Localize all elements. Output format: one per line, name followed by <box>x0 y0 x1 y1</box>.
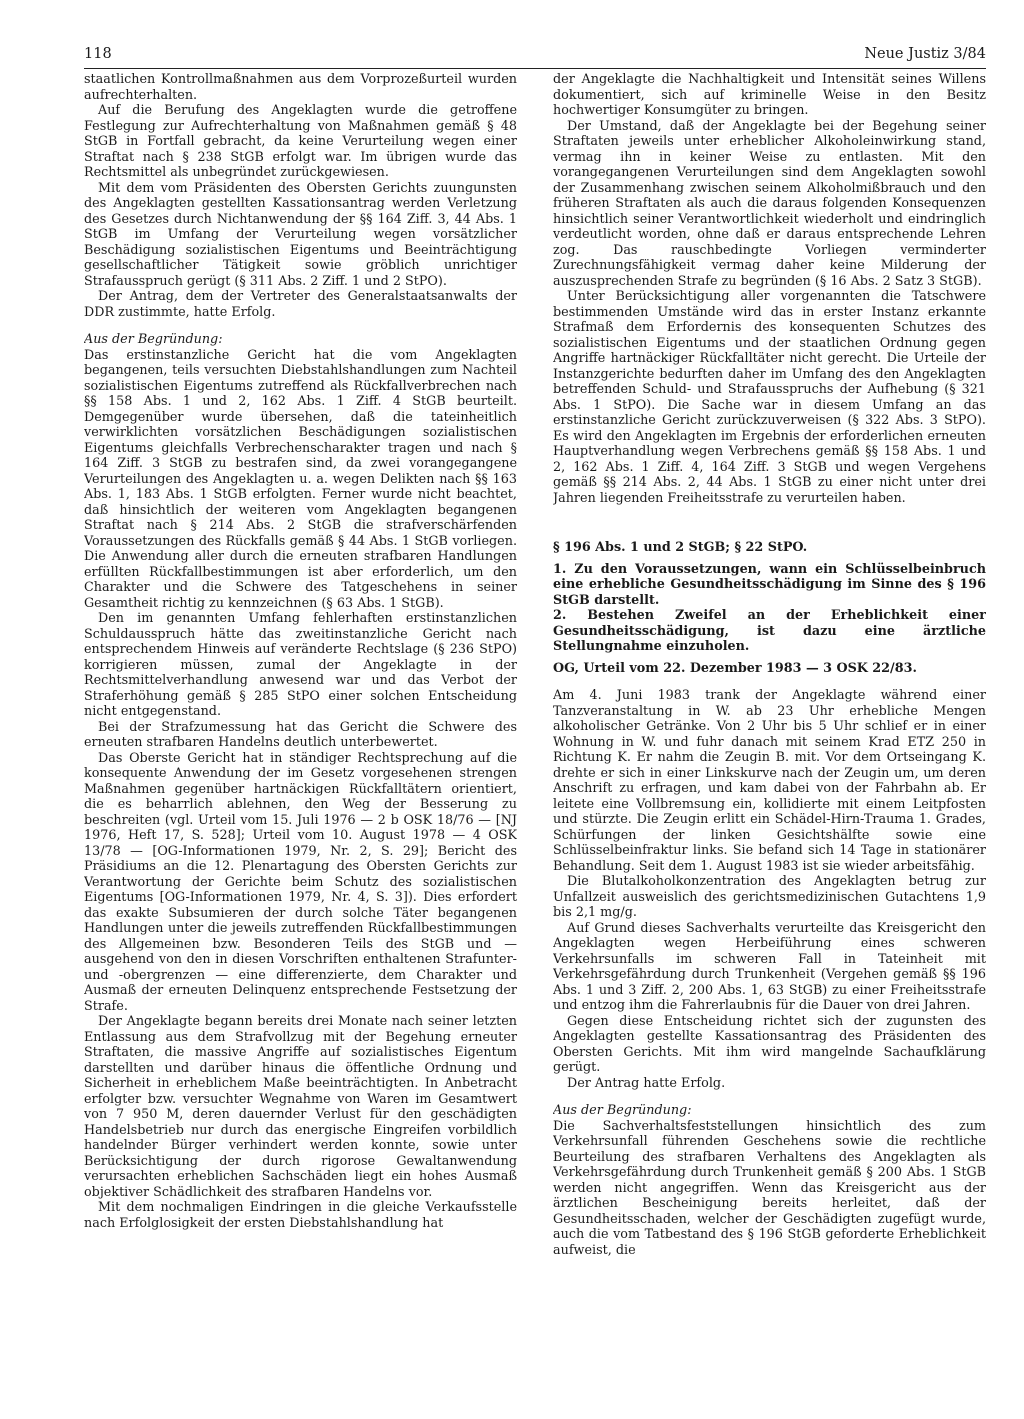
paragraph: Der Umstand, daß der Angeklagte bei der Begehung seiner Straftaten jeweils unter erheblicher Alkoholeinwirkung stand, vermag ihn in keiner Weise zu entlasten. Mit den vorangegangenen Verurteilungen sind dem Angeklagten sowohl der Zusammenhang zwischen seinem Alkoholmißbrauch und den früheren Straftaten als auch die daraus folgenden Konsequenzen hinsichtlich seiner Verantwortlichkeit wiederholt und eindringlich verdeutlicht worden, ohne daß er daraus entsprechende Lehren zog. Das rauschbedingte Vorliegen verminderter Zurechnungsfähigkeit vermag daher keine Milderung der auszusprechenden Strafe zu begründen (§ 16 Abs. 2 Satz 3 StGB). <box>553 118 986 289</box>
case-citation: OG, Urteil vom 22. Dezember 1983 — 3 OSK 22/83. <box>553 660 917 676</box>
headnote: 2. Bestehen Zweifel an der Erheblichkeit einer Gesundheitsschädigung, ist dazu eine ärztliche Stellungnahme einzuholen. <box>553 608 986 654</box>
left-column <box>84 72 517 1362</box>
paragraph: Mit dem vom Präsidenten des Obersten Gerichts zuungunsten des Angeklagten gestellten Kassationsantrag werden Verletzung des Gesetzes durch Nichtanwendung der §§ 164 Ziff. 3, 44 Abs. 1 StGB im Umfang der Verurteilung wegen vorsätzlicher Beschädigung sozialistischen Eigentums und Beeinträchtigung gesellschaftlicher Tätigkeit sowie gröblich unrichtiger Strafausspruch gerügt (§ 311 Abs. 2 Ziff. 1 und 2 StPO). <box>84 180 517 289</box>
section-heading: Aus der Begründung: <box>84 332 223 347</box>
paragraph: Den im genannten Umfang fehlerhaften erstinstanzlichen Schuldausspruch hätte das zweitinstanzliche Gericht nach entsprechendem Hinweis auf veränderte Rechtslage (§ 236 StPO) korrigieren müssen, zumal der Angeklagte in der Rechtsmittelverhandlung anwesend war und das Verbot der Straferhöhung gemäß § 285 StPO einer solchen Entscheidung nicht entgegenstand. <box>84 611 517 719</box>
paragraph: Das Oberste Gericht hat in ständiger Rechtsprechung auf die konsequente Anwendung der im Gesetz vorgesehenen strengen Maßnahmen gegenüber hartnäckigen Rückfalltätern orientiert, die es beharrlich ablehnen, den Weg der Besserung zu beschreiten (vgl. Urteil vom 15. Juli 1976 — 2 b OSK 18/76 — [NJ 1976, Heft 17, S. 528]; Urteil vom 10. August 1978 — 4 OSK 13/78 — [OG-Informationen 1979, Nr. 2, S. 29]; Bericht des Präsidiums an die 12. Plenartagung des Obersten Gerichts zur Verantwortung der Gerichte beim Schutz des sozialistischen Eigentums [OG-Informationen 1979, Nr. 4, S. 3]). Dies erfordert das exakte Subsumieren der durch solche Täter begangenen Handlungen unter die jeweils zutreffenden Rückfallbestimmungen des Allgemeinen bzw. Besonderen Teils des StGB und — ausgehend von den in diesen Vorschriften enthaltenen Strafunter- und -obergrenzen — eine differenzierte, dem Charakter und Ausmaß der erneuten Delinquenz entsprechende Festsetzung der Strafe. <box>84 750 517 1014</box>
paragraph: Bei der Strafzumessung hat das Gericht die Schwere des erneuten strafbaren Handelns deutlich unterbewertet. <box>84 719 517 750</box>
paragraph: der Angeklagte die Nachhaltigkeit und Intensität seines Willens dokumentiert, sich auf kriminelle Weise in den Besitz hochwertiger Konsumgüter zu bringen. <box>553 72 986 118</box>
paragraph: staatlichen Kontrollmaßnahmen aus dem Vorprozeßurteil wurden aufrechterhalten. <box>84 72 517 103</box>
statute-reference: § 196 Abs. 1 und 2 StGB; § 22 StPO. <box>553 540 808 555</box>
paragraph: Der Angeklagte begann bereits drei Monate nach seiner letzten Entlassung aus dem Strafvollzug mit der Begehung erneuter Straftaten, die massive Angriffe auf sozialistisches Eigentum darstellten und darüber hinaus die öffentliche Ordnung und Sicherheit in erheblichem Maße beeinträchtigten. In Anbetracht erfolgter bzw. versuchter Wegnahme von Waren im Gesamtwert von 7 950 M, deren dauernder Verlust für den geschädigten Handelsbetrieb nur durch das energische Eingreifen vorbildlich handelnder Bürger verhindert werden konnte, sowie unter Berücksichtigung der durch rigorose Gewaltanwendung verursachten erheblichen Sachschäden liegt ein hohes Ausmaß objektiver Schädlichkeit des strafbaren Handelns vor. <box>84 1014 517 1200</box>
paragraph: Am 4. Juni 1983 trank der Angeklagte während einer Tanzveranstaltung in W. ab 23 Uhr erhebliche Mengen alkoholischer Getränke. Von 2 Uhr bis 5 Uhr schlief er in einer Wohnung in W. und fuhr danach mit seinem Krad ETZ 250 in Richtung K. Er nahm die Zeugin B. mit. Vor dem Ortseingang K. drehte er sich in einer Linkskurve nach der Zeugin um, um deren Anschrift zu erfragen, und kam dabei von der Fahrbahn ab. Er leitete eine Vollbremsung ein, kollidierte mit einem Leitpfosten und stürzte. Die Zeugin erlitt ein Schädel-Hirn-Trauma 1. Grades, Schürfungen der linken Gesichtshälfte sowie eine Schlüsselbeinfraktur links. Sie befand sich 14 Tage in stationärer Behandlung. Seit dem 1. August 1983 ist sie wieder arbeitsfähig. <box>553 688 986 874</box>
paragraph: Der Antrag, dem der Vertreter des Generalstaatsanwalts der DDR zustimmte, hatte Erfolg. <box>84 289 517 320</box>
paragraph: Die Sachverhaltsfeststellungen hinsichtlich des zum Verkehrsunfall führenden Geschehens sowie die rechtliche Beurteilung des strafbaren Verhaltens des Angeklagten als Verkehrsgefährdung durch Trunkenheit gemäß § 200 Abs. 1 StGB werden nicht angegriffen. Wenn das Kreisgericht aus der ärztlichen Bescheinigung bereits herleitet, daß der Gesundheitsschaden, welcher der Geschädigten zugefügt wurde, auch die vom Tatbestand des § 196 StGB geforderte Erheblichkeit aufweist, die <box>553 1118 986 1258</box>
paragraph: Der Antrag hatte Erfolg. <box>567 1075 726 1091</box>
header-rule <box>84 68 986 69</box>
headnote: 1. Zu den Voraussetzungen, wann ein Schlüsselbeinbruch eine erhebliche Gesundheitsschädigung im Sinne des § 196 StGB darstellt. <box>553 561 986 608</box>
paragraph: Mit dem nochmaligen Eindringen in die gleiche Verkaufsstelle nach Erfolglosigkeit der ersten Diebstahlshandlung hat <box>84 1200 517 1231</box>
page-header <box>84 46 986 68</box>
right-column <box>553 72 986 1362</box>
paragraph: Unter Berücksichtigung aller vorgenannten die Tatschwere bestimmenden Umstände wird das in erster Instanz erkannte Strafmaß dem Erfordernis des konsequenten Schutzes des sozialistischen Eigentums und der staatlichen Ordnung gegen Angriffe hartnäckiger Rückfalltäter nicht gerecht. Die Urteile der Instanzgerichte bedurften daher im Umfang des den Angeklagten betreffenden Schuld- und Strafausspruchs der Aufhebung (§ 321 Abs. 1 StPO). Die Sache war in diesem Umfang an das erstinstanzliche Gericht zurückzuverweisen (§ 322 Abs. 3 StPO). Es wird den Angeklagten im Ergebnis der erforderlichen erneuten Hauptverhandlung wegen Verbrechens gemäß §§ 158 Abs. 1 und 2, 162 Abs. 1 Ziff. 4, 164 Ziff. 3 StGB und wegen Vergehens gemäß §§ 214 Abs. 2, 44 Abs. 1 StGB zu einer nicht unter drei Jahren liegenden Freiheitsstrafe zu verurteilen haben. <box>553 289 986 506</box>
paragraph: Auf Grund dieses Sachverhalts verurteilte das Kreisgericht den Angeklagten wegen Herbeiführung eines schweren Verkehrsunfalls im schweren Fall in Tateinheit mit Verkehrsgefährdung durch Trunkenheit (Vergehen gemäß §§ 196 Abs. 1 und 3 Ziff. 2, 200 Abs. 1, 63 StGB) zu einer Freiheitsstrafe und entzog ihm die Fahrerlaubnis für die Dauer von drei Jahren. <box>553 920 986 1013</box>
paragraph: Auf die Berufung des Angeklagten wurde die getroffene Festlegung zur Aufrechterhaltung von Maßnahmen gemäß § 48 StGB in Fortfall gebracht, da keine Verurteilung wegen einer Straftat nach § 238 StGB erfolgt war. Im übrigen wurde das Rechtsmittel als unbegründet zurückgewiesen. <box>84 103 517 180</box>
page-number: 118 <box>84 46 112 62</box>
journal-title: Neue Justiz 3/84 <box>864 46 986 62</box>
paragraph: Gegen diese Entscheidung richtet sich der zugunsten des Angeklagten gestellte Kassationsantrag des Präsidenten des Obersten Gerichts. Mit ihm wird mangelnde Sachaufklärung gerügt. <box>553 1013 986 1075</box>
paragraph: Das erstinstanzliche Gericht hat die vom Angeklagten begangenen, teils versuchten Diebstahlshandlungen zum Nachteil sozialistischen Eigentums zutreffend als Rückfallverbrechen nach §§ 158 Abs. 1 und 2, 162 Abs. 1 Ziff. 4 StGB beurteilt. Demgegenüber wurde übersehen, daß die tateinheitlich verwirklichten vorsätzlichen Beschädigungen sozialistischen Eigentums gleichfalls Verbrechenscharakter tragen und nach § 164 Ziff. 3 StGB zu bestrafen sind, da zwei vorangegangene Verurteilungen des Angeklagten u. a. wegen Delikten nach §§ 163 Abs. 1, 183 Abs. 1 StGB erfolgten. Ferner wurde nicht beachtet, daß hinsichtlich der weiteren vom Angeklagten begangenen Straftat nach § 214 Abs. 2 StGB die strafverschärfenden Voraussetzungen des Rückfalls gemäß § 44 Abs. 1 StGB vorliegen. Die Anwendung aller durch die erneuten strafbaren Handlungen erfüllten Rückfallbestimmungen ist aber erforderlich, um den Charakter und die Schwere des Tatgeschehens in seiner Gesamtheit richtig zu kennzeichnen (§ 63 Abs. 1 StGB). <box>84 347 517 611</box>
section-heading: Aus der Begründung: <box>553 1103 692 1118</box>
paragraph: Die Blutalkoholkonzentration des Angeklagten betrug zur Unfallzeit ausweislich des gerichtsmedizinischen Gutachtens 1,9 bis 2,1 mg/g. <box>553 874 986 920</box>
